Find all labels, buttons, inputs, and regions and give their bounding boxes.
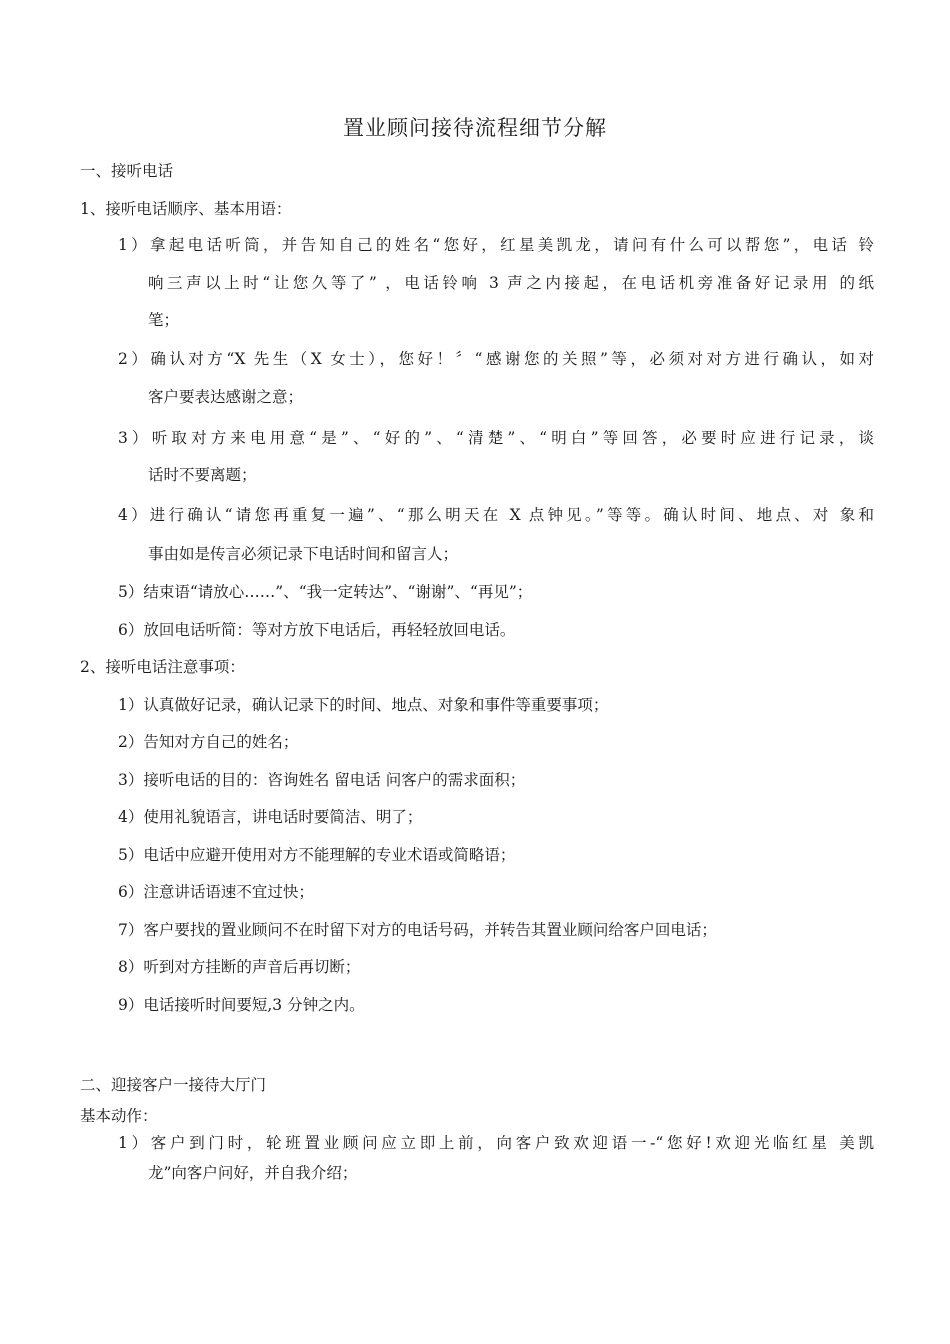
- list-item-continuation: 龙”向客户问好，并自我介绍；: [148, 1164, 358, 1182]
- list-item: 6）注意讲话语速不宜过快；: [118, 883, 314, 901]
- list-item: 6）放回电话听简：等对方放下电话后，再轻轻放回电话。: [118, 621, 516, 639]
- list-item: 4）进行确认“请您再重复一遍”、“那么明天在 X 点钟见。”等等。确认时间、地点、对 象和: [118, 506, 874, 524]
- list-item-continuation: 笔；: [148, 311, 180, 329]
- list-item: 8）听到对方挂断的声音后再切断；: [118, 958, 361, 976]
- list-item: 4）使用礼貌语言，讲电话时要简洁、明了；: [118, 808, 423, 826]
- list-item-continuation: 事由如是传言必须记录下电话时间和留言人；: [148, 545, 459, 563]
- list-item: 2）确认对方“X 先生（X 女士），您好！〞“感谢您的关照”等，必须对对方进行确认，如对: [118, 350, 874, 368]
- list-item: 2）告知对方自己的姓名；: [118, 733, 299, 751]
- list-item-continuation: 客户要表达感谢之意；: [148, 388, 304, 406]
- section-heading-greet-customer: 二、迎接客户一接待大厅门: [80, 1076, 267, 1094]
- list-item: 1）认真做好记录，确认记录下的时间、地点、对象和事件等重要事项；: [118, 696, 609, 714]
- list-item: 7）客户要找的置业顾问不在时留下对方的电话号码，并转告其置业顾问给客户回电话；: [118, 921, 717, 939]
- list-item: 5）结束语“请放心……”、“我一定转达”、“谢谢”、“再见”；: [118, 583, 533, 601]
- list-item: 1）拿起电话听筒，并告知自己的姓名“您好，红星美凯龙，请问有什么可以帮您”，电话 铃: [118, 236, 874, 254]
- section-heading-answer-phone: 一、接听电话: [80, 162, 174, 180]
- subsection-heading-phone-notes: 2、接听电话注意事项：: [80, 658, 245, 676]
- list-item: 5）电话中应避开使用对方不能理解的专业术语或简略语；: [118, 846, 516, 864]
- list-item-continuation: 响三声以上时“让您久等了” ，电话铃响 3 声之内接起，在电话机旁准备好记录用 的纸: [148, 274, 874, 292]
- page-title: 置业顾问接待流程细节分解: [343, 116, 607, 140]
- subsection-heading-phone-order: 1、接听电话顺序、基本用语：: [80, 200, 292, 218]
- list-item: 3）听取对方来电用意“是”、“好的”、“清楚”、“明白”等回答，必要时应进行记录，谈: [118, 429, 874, 447]
- list-item: 9）电话接听时间要短,3 分钟之内。: [118, 996, 365, 1014]
- subsection-heading-basic-actions: 基本动作：: [80, 1107, 158, 1125]
- list-item: 1）客户到门时，轮班置业顾问应立即上前，向客户致欢迎语一-“您好!欢迎光临红星 美凯: [118, 1134, 874, 1152]
- list-item: 3）接听电话的目的：咨询姓名 留电话 问客户的需求面积；: [118, 771, 526, 789]
- list-item-continuation: 话时不要离题；: [148, 466, 257, 484]
